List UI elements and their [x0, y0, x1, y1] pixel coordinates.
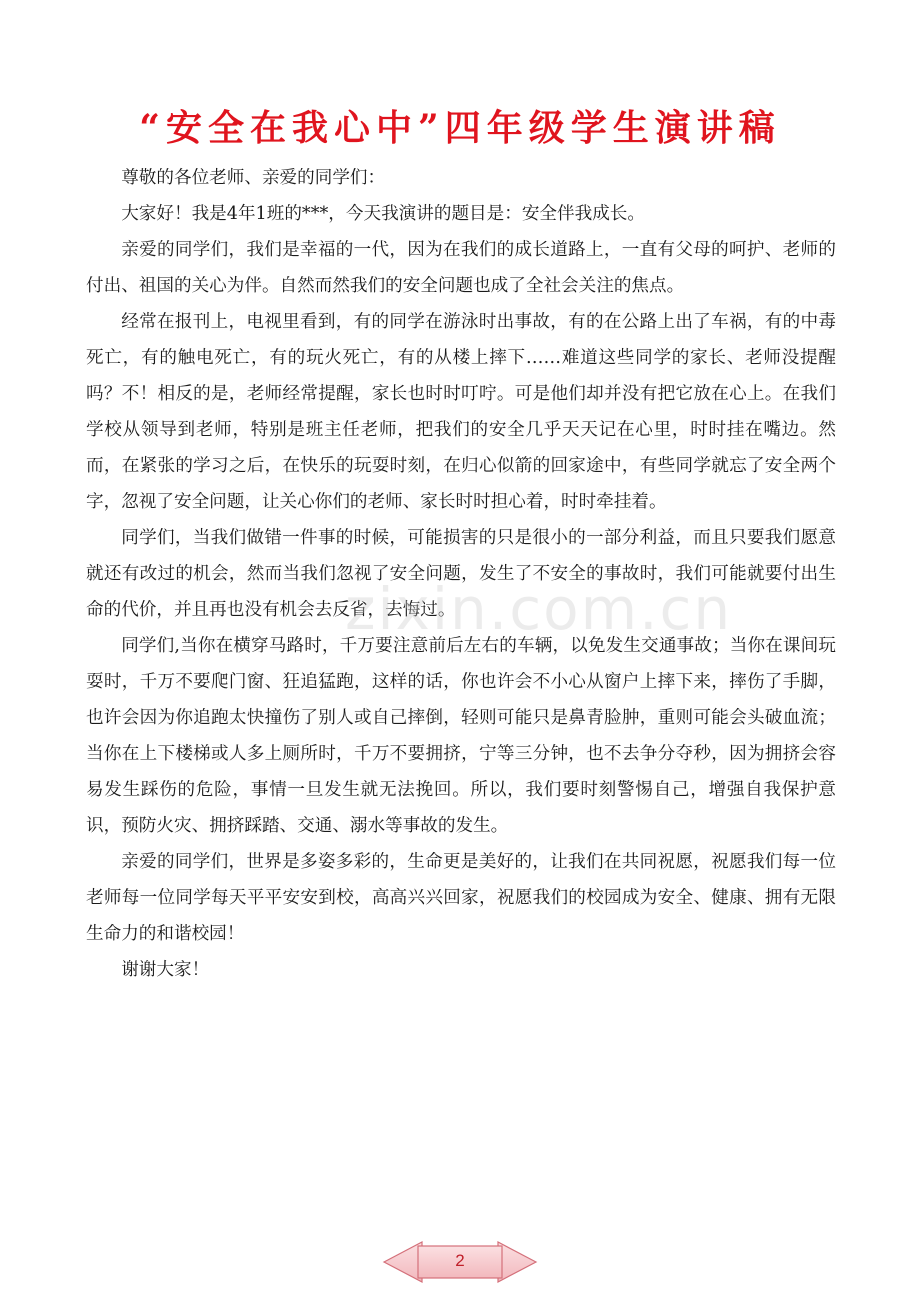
watermark: zixin.com.cn: [345, 575, 733, 643]
paragraph: 同学们，当我们做错一件事的时候，可能损害的只是很小的一部分利益，而且只要我们愿意就还有改过的机会，然而当我们忽视了安全问题，发生了不安全的事故时，我们可能就要付出生命的代价，并且再也没有机会去反省，去悔过。: [86, 528, 836, 620]
page-indicator: [382, 1238, 538, 1288]
paragraph: 亲爱的同学们，我们是幸福的一代，因为在我们的成长道路上，一直有父母的呵护、老师的付出、祖国的关心为伴。自然而然我们的安全问题也成了全社会关注的焦点。: [86, 240, 836, 296]
paragraph: 经常在报刊上，电视里看到，有的同学在游泳时出事故，有的在公路上出了车祸，有的中毒死亡，有的触电死亡，有的玩火死亡，有的从楼上摔下……难道这些同学的家长、老师没提醒吗？不！相反的是，老师经常提醒，家长也时时叮咛。可是他们却并没有把它放在心上。在我们学校从领导到老师，特别是班主任老师，把我们的安全几乎天天记在心里，时时挂在嘴边。然而，在紧张的学习之后，在快乐的玩耍时刻，在归心似箭的回家途中，有些同学就忘了安全两个字，忽视了安全问题，让关心你们的老师、家长时时担心着，时时牵挂着。: [86, 312, 836, 512]
closing: 谢谢大家！: [121, 960, 210, 980]
paragraph: 亲爱的同学们，世界是多姿多彩的，生命更是美好的，让我们在共同祝愿，祝愿我们每一位老师每一位同学每天平平安安到校，高高兴兴回家，祝愿我们的校园成为安全、健康、拥有无限生命力的和谐校园！: [86, 852, 836, 944]
page-title: “安全在我心中”四年级学生演讲稿: [139, 107, 781, 149]
document-body: [86, 160, 836, 988]
paragraph-greeting: 大家好！我是4年1班的***，今天我演讲的题目是：安全伴我成长。: [121, 204, 645, 224]
paragraph: 同学们,当你在横穿马路时，千万要注意前后左右的车辆，以免发生交通事故；当你在课间玩耍时，千万不要爬门窗、狂追猛跑，这样的话，你也许会不小心从窗户上摔下来，摔伤了手脚，也许会因为你追跑太快撞伤了别人或自己摔倒，轻则可能只是鼻青脸肿，重则可能会头破血流；当你在上下楼梯或人多上厕所时，千万不要拥挤，宁等三分钟，也不去争分夺秒，因为拥挤会容易发生踩伤的危险，事情一旦发生就无法挽回。所以，我们要时刻警惕自己，增强自我保护意识，预防火灾、拥挤踩踏、交通、溺水等事故的发生。: [86, 636, 836, 836]
page-number: 2: [455, 1251, 465, 1270]
salutation: 尊敬的各位老师、亲爱的同学们：: [121, 168, 386, 188]
